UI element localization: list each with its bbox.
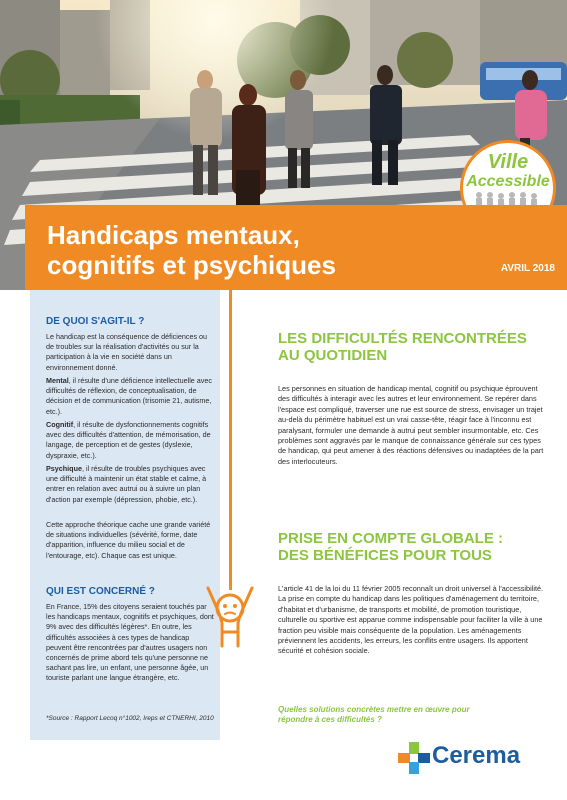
benefits-body	[278, 584, 546, 657]
variety-paragraph: Cette approche théorique cache une grande variété de situations individuelles (sévérité, forme, date d'apparition, influence du milieu social et de l'entourage, etc). Chaque cas est unique.	[46, 520, 211, 560]
page-title	[47, 220, 336, 280]
cerema-cross-icon	[398, 742, 430, 774]
difficulties-paragraph: Les personnes en situation de handicap mental, cognitif ou psychique éprouvent des difficultés à interagir avec les autres et leur environnement. Se repérer dans l'espace est compliqué, traverser une rue est source de stress, envisager un trajet au-delà du périmètre habituel est un vrai casse-tête, réagir face à l'inconnu est paralysant, formuler une demande à autrui peut sembler insurmontable, etc. Ces problèmes sont aggravés par le manque de connaissance générale sur ces types de handicap, qui peut amener à des réactions défensives ou inadaptées de la part des interlocuteurs.	[278, 384, 544, 466]
section-heading-what: DE QUOI S'AGIT-IL ?	[46, 316, 145, 327]
cognitif-text: , il résulte de dysfonctionnements cognitifs avec des difficultés d'attention, de mémorisation, de langage, de perception et de gestes (dyslexie, dyspraxie, etc.).	[46, 420, 211, 460]
psychique-paragraph	[46, 464, 216, 505]
mental-term: Mental	[46, 376, 69, 385]
solutions-question: Quelles solutions concrètes mettre en œuvre pour répondre à ces difficultés ?	[278, 705, 470, 724]
cognitif-paragraph	[46, 420, 216, 461]
title-line1: Handicaps mentaux,	[47, 220, 300, 250]
cerema-wordmark: Cerema	[432, 742, 521, 769]
cognitif-term: Cognitif	[46, 420, 74, 429]
divider-line	[229, 290, 232, 590]
difficulties-section	[278, 330, 528, 364]
difficulties-heading: LES DIFFICULTÉS RENCONTRÉES AU QUOTIDIEN	[278, 330, 527, 364]
section-heading-who: QUI EST CONCERNÉ ?	[46, 586, 155, 597]
psychique-term: Psychique	[46, 464, 82, 473]
who-paragraph: En France, 15% des citoyens seraient touchés par les handicaps mentaux, cognitifs et psychiques, dont 9% avec des difficultés légères*. En outre, les difficultés associées à ces types de handicap peuvent être rencontrées par d'autres usagers non concernés de prime abord tels qu'une personne ne sachant pas lire, un enfant, une personne âgée, un touriste parlant une langue étrangère, etc.	[46, 602, 214, 683]
left-panel	[30, 290, 220, 740]
benefits-paragraph: L'article 41 de la loi du 11 février 2005 reconnaît un droit universel à l'accessibilité. La prise en compte du handicap dans les politiques d'aménagement du territoire, d'habitat et d'urbanisme, de transports et mobilité, de promotion touristique, culturelle ou sportive est apparue comme indispensable pour faciliter la ville à une fraction peu visible mais conséquente de la population. Les aménagements préviennent les accidents, les erreurs, les conflits entre usagers. Ils apportent sécurité et cohésion sociale.	[278, 584, 544, 656]
title-line2: cognitifs et psychiques	[47, 250, 336, 280]
intro-paragraph: Le handicap est la conséquence de déficiences ou de troubles sur la réalisation d'activités ou sur la participation à la vie en société dans un environnement donné.	[46, 332, 208, 372]
mental-text: , il résulte d'une déficience intellectuelle avec difficultés de réflexion, de conceptualisation, de décision et de communication (trisomie 21, autisme, etc.).	[46, 376, 212, 416]
cerema-logo	[398, 742, 521, 779]
difficulties-body	[278, 384, 546, 467]
confused-person-icon	[200, 580, 260, 650]
source-note: *Source : Rapport Lecoq n°1002, Ireps et CTNERHI, 2010	[46, 715, 214, 722]
publication-date: AVRIL 2018	[500, 263, 555, 274]
benefits-heading: PRISE EN COMPTE GLOBALE : DES BÉNÉFICES POUR TOUS	[278, 530, 504, 564]
badge-line2: Accessible	[466, 173, 550, 190]
benefits-section	[278, 530, 528, 564]
psychique-text: , il résulte de troubles psychiques avec une difficulté à maintenir un état stable et calme, à entrer en relation avec autrui ou à suivre un plan d'action par exemple (dépression, phobie, etc.).	[46, 464, 207, 504]
title-band	[25, 205, 567, 290]
badge-line1: Ville	[487, 151, 529, 173]
mental-paragraph	[46, 376, 216, 417]
